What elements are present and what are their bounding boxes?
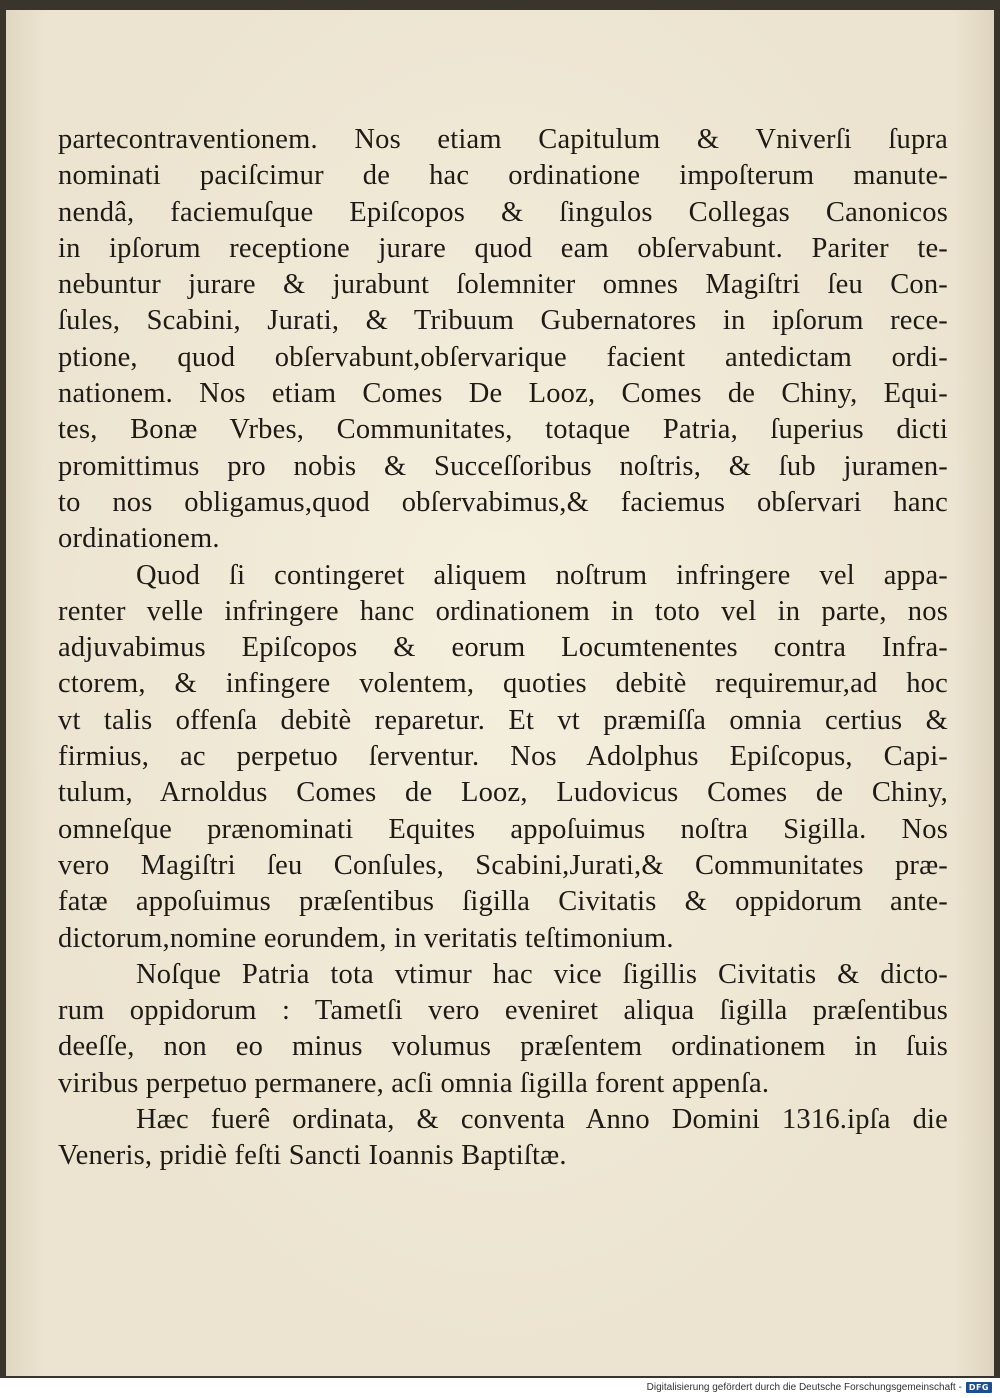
page-text — [58, 122, 948, 1175]
text-line: Hæc fuerê ordinata, & conventa Anno Domini 1316.ipſa die — [136, 1104, 948, 1136]
text-line: rum oppidorum : Tametſi vero eveniret aliqua ſigilla præſentibus — [58, 995, 948, 1027]
text-line: ordinationem. — [58, 523, 220, 555]
digitization-credit — [647, 1378, 992, 1396]
text-line: ctorem, & infingere volentem, quoties debitè requiremur,ad hoc — [58, 668, 948, 700]
credit-text: Digitalisierung gefördert durch die Deutsche Forschungsgemeinschaft - — [646, 1381, 962, 1393]
text-line: partecontraventionem. Nos etiam Capitulum & Vniverſi ſupra — [58, 124, 948, 155]
text-line: viribus perpetuo permanere, acſi omnia ſigilla forent appenſa. — [58, 1067, 770, 1099]
text-line: nationem. Nos etiam Comes De Looz, Comes de Chiny, Equi- — [58, 378, 948, 410]
text-line: vt talis offenſa debitè reparetur. Et vt præmiſſa omnia certius & — [58, 704, 948, 736]
book-page — [6, 10, 994, 1376]
text-line: tulum, Arnoldus Comes de Looz, Ludovicus Comes de Chiny, — [58, 777, 948, 809]
text-line: firmius, ac perpetuo ſerventur. Nos Adolphus Epiſcopus, Capi- — [58, 741, 948, 773]
text-line: ptione, quod obſervabunt,obſervarique facient antedictam ordi- — [58, 341, 948, 373]
text-line: nendâ, faciemuſque Epiſcopos & ſingulos Collegas Canonicos — [58, 196, 948, 228]
text-line: tes, Bonæ Vrbes, Communitates, totaque Patria, ſuperius dicti — [58, 414, 948, 446]
text-line: omneſque prænominati Equites appoſuimus noſtra Sigilla. Nos — [58, 813, 948, 845]
text-line: promittimus pro nobis & Succeſſoribus noſtris, & ſub juramen- — [58, 450, 948, 482]
text-line: Veneris, pridiè feſti Sancti Ioannis Baptiſtæ. — [58, 1140, 567, 1172]
text-line: renter velle infringere hanc ordinationem in toto vel in parte, nos — [58, 595, 948, 627]
text-line: in ipſorum receptione jurare quod eam obſervabunt. Pariter te- — [58, 232, 948, 264]
text-line: nominati paciſcimur de hac ordinatione impoſterum manute- — [58, 160, 948, 192]
text-line: ſules, Scabini, Jurati, & Tribuum Gubernatores in ipſorum rece- — [58, 305, 948, 337]
text-line: nebuntur jurare & jurabunt ſolemniter omnes Magiſtri ſeu Con- — [58, 269, 948, 301]
text-line: Noſque Patria tota vtimur hac vice ſigillis Civitatis & dicto- — [136, 958, 948, 990]
text-line: to nos obligamus,quod obſervabimus,& faciemus obſervari hanc — [58, 486, 948, 518]
text-line: dictorum,nomine eorundem, in veritatis teſtimonium. — [58, 922, 674, 954]
text-line: fatæ appoſuimus præſentibus ſigilla Civitatis & oppidorum ante- — [58, 886, 948, 918]
text-line: adjuvabimus Epiſcopos & eorum Locumtenentes contra Infra- — [58, 632, 948, 664]
text-line: Quod ſi contingeret aliquem noſtrum infringere vel appa- — [136, 559, 948, 591]
dfg-logo-icon: DFG — [966, 1382, 992, 1393]
text-line: deeſſe, non eo minus volumus præſentem ordinationem in ſuis — [58, 1031, 948, 1063]
text-line: vero Magiſtri ſeu Conſules, Scabini,Jurati,& Communitates præ- — [58, 849, 948, 881]
